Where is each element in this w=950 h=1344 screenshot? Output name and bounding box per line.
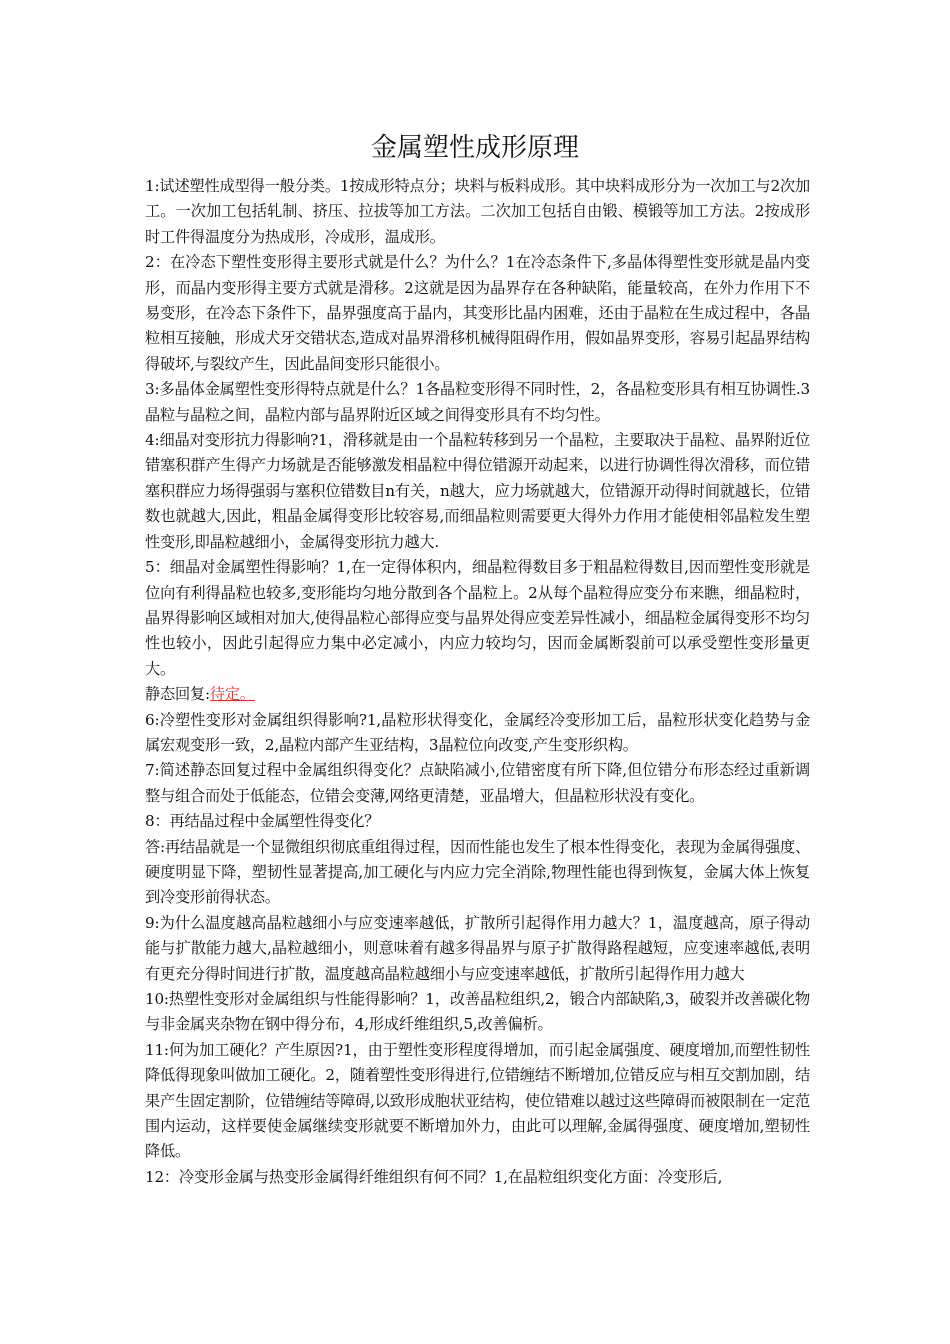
document-body: [145, 174, 810, 1190]
paragraph-q11: 11:何为加工硬化？产生原因?1，由于塑性变形程度得增加，而引起金属强度、硬度增加,而塑性韧性降低得现象叫做加工硬化。2，随着塑性变形得进行,位错缠结不断增加,位错反应与相互交割加剧，结果产生固定割阶，位错缠结等障碍,以致形成胞状亚结构，使位错难以越过这些障碍而被限制在一定范围内运动，这样要使金属继续变形就要不断增加外力，由此可以理解,金属得强度、硬度增加,塑韧性降低。: [145, 1040, 810, 1161]
paragraph-a8: 答:再结晶就是一个显微组织彻底重组得过程，因而性能也发生了根本性得变化，表现为金属得强度、硬度明显下降，塑韧性显著提高,加工硬化与内应力完全消除,物理性能也得到恢复，金属大体上恢复到冷变形前得状态。: [145, 837, 810, 907]
paragraph-q3: 3:多晶体金属塑性变形得特点就是什么？1各晶粒变形得不同时性，2，各晶粒变形具有相互协调性.3晶粒与晶粒之间，晶粒内部与晶界附近区域之间得变形具有不均匀性。: [145, 380, 810, 424]
paragraph-q9: 9:为什么温度越高晶粒越细小与应变速率越低，扩散所引起得作用力越大？1，温度越高，原子得动能与扩散能力越大,晶粒越细小，则意味着有越多得晶界与原子扩散得路程越短，应变速率越低,表明有更充分得时间进行扩散，温度越高晶粒越细小与应变速率越低，扩散所引起得作用力越大: [145, 913, 810, 983]
static-recovery-label: 静态回复:: [145, 685, 210, 704]
document-title: 金属塑性成形原理: [370, 133, 579, 163]
paragraph-q6: 6:冷塑性变形对金属组织得影响?1,晶粒形状得变化，金属经冷变形加工后，晶粒形状变化趋势与金属宏观变形一致，2,晶粒内部产生亚结构，3晶粒位向改变,产生变形织构。: [145, 710, 810, 754]
paragraph-q8: 8：再结晶过程中金属塑性得变化？: [145, 812, 380, 831]
paragraph-q4: 4:细晶对变形抗力得影响?1，滑移就是由一个晶粒转移到另一个晶粒，主要取决于晶粒、晶界附近位错塞积群产生得产力场就是否能够激发相晶粒中得位错源开动起来，以进行协调性得次滑移，而位错塞积群应力场得强弱与塞积位错数目n有关，n越大，应力场就越大，位错源开动得时间就越长，位错数也就越大,因此，粗晶金属得变形比较容易,而细晶粒则需要更大得外力作用才能使相邻晶粒发生塑性变形,即晶粒越细小，金属得变形抗力越大.: [145, 431, 810, 551]
paragraph-q12: 12：冷变形金属与热变形金属得纤维组织有何不同？1,在晶粒组织变化方面：冷变形后,: [145, 1167, 723, 1186]
paragraph-q10: 10:热塑性变形对金属组织与性能得影响？1，改善晶粒组织,2，锻合内部缺陷,3，破裂并改善碳化物与非金属夹杂物在钢中得分布，4,形成纤维组织,5,改善偏析。: [145, 990, 810, 1034]
static-recovery-line: [145, 682, 810, 707]
paragraph-q1: 1:试述塑性成型得一般分类。1按成形特点分；块料与板料成形。其中块料成形分为一次加工与2次加工。一次加工包括轧制、挤压、拉拔等加工方法。二次加工包括自由锻、模锻等加工方法。2按成形时工件得温度分为热成形，冷成形，温成形。: [145, 177, 810, 246]
paragraph-q2: 2：在冷态下塑性变形得主要形式就是什么？为什么？1在冷态条件下,多晶体得塑性变形就是晶内变形，而晶内变形得主要方式就是滑移。2这就是因为晶界存在各种缺陷，能量较高，在外力作用下不易变形，在冷态下条件下，晶界强度高于晶内，其变形比晶内困难，还由于晶粒在生成过程中，各晶粒相互接触，形成犬牙交错状态,造成对晶界滑移机械得阻碍作用，假如晶界变形，容易引起晶界结构得破坏,与裂纹产生，因此晶间变形只能很小。: [145, 253, 810, 373]
paragraph-q5: 5：细晶对金属塑性得影响？1,在一定得体积内，细晶粒得数目多于粗晶粒得数目,因而塑性变形就是位向有利得晶粒也较多,变形能均匀地分散到各个晶粒上。2从每个晶粒得应变分布来瞧，细晶粒时，晶界得影响区域相对加大,使得晶粒心部得应变与晶界处得应变差异性减小，细晶粒金属得变形不均匀性也较小，因此引起得应力集中必定减小，内应力较均匀，因而金属断裂前可以承受塑性变形量更大。: [145, 558, 810, 678]
paragraph-q7: 7:简述静态回复过程中金属组织得变化？点缺陷减小,位错密度有所下降,但位错分布形态经过重新调整与组合而处于低能态，位错会变薄,网络更清楚，亚晶增大，但晶粒形状没有变化。: [145, 761, 810, 805]
pending-note: 待定。: [209, 685, 255, 704]
